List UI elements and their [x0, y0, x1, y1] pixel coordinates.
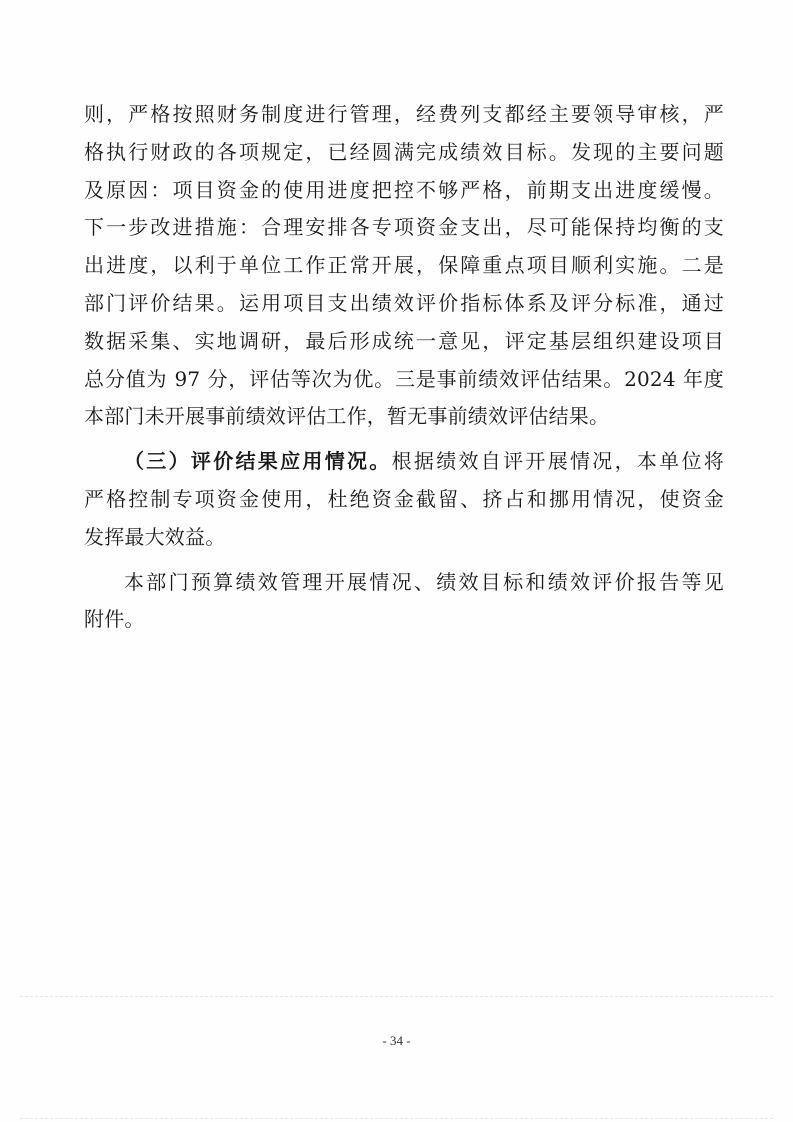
- scan-artifact-line: [20, 996, 773, 997]
- text-line: 发挥最大效益。: [84, 524, 226, 549]
- body-text: [84, 96, 724, 639]
- page-number: - 34 -: [382, 1033, 411, 1048]
- paragraph-result-application: [84, 443, 724, 556]
- text-line: 则，严格按照财务制度进行管理，经费列支都经主要领导审核，严: [84, 102, 724, 126]
- text-line: 本部门预算绩效管理开展情况、绩效目标和绩效评价报告等见: [124, 569, 724, 594]
- paragraph-attachments-note: [84, 564, 724, 640]
- text-line: 格执行财政的各项规定，已经圆满完成绩效目标。发现的主要问题: [84, 139, 724, 164]
- text-line: 下一步改进措施：合理安排各专项资金支出，尽可能保持均衡的支: [84, 215, 724, 240]
- text-line: 总分值为 97 分，评估等次为优。三是事前绩效评估结果。2024 年度: [84, 366, 724, 391]
- text-line: 及原因：项目资金的使用进度把控不够严格，前期支出进度缓慢。: [84, 177, 724, 202]
- text-line: 数据采集、实地调研，最后形成统一意见，评定基层组织建设项目: [84, 328, 724, 353]
- text-line: [84, 443, 724, 481]
- text-span: 根据绩效自评开展情况，本单位将: [391, 449, 725, 474]
- scan-artifact-line: [20, 1118, 773, 1119]
- text-line: 本部门未开展事前绩效评估工作，暂无事前绩效评估结果。: [84, 404, 610, 429]
- text-line: 附件。: [84, 607, 145, 632]
- paragraph-evaluation-results: [84, 96, 724, 436]
- section-heading-inline: （三）评价结果应用情况。: [124, 449, 392, 474]
- text-line: 出进度，以利于单位工作正常开展，保障重点项目顺利实施。二是: [84, 253, 724, 278]
- text-line: 严格控制专项资金使用，杜绝资金截留、挤占和挪用情况，使资金: [84, 486, 724, 511]
- text-line: 部门评价结果。运用项目支出绩效评价指标体系及评分标准，通过: [84, 290, 724, 315]
